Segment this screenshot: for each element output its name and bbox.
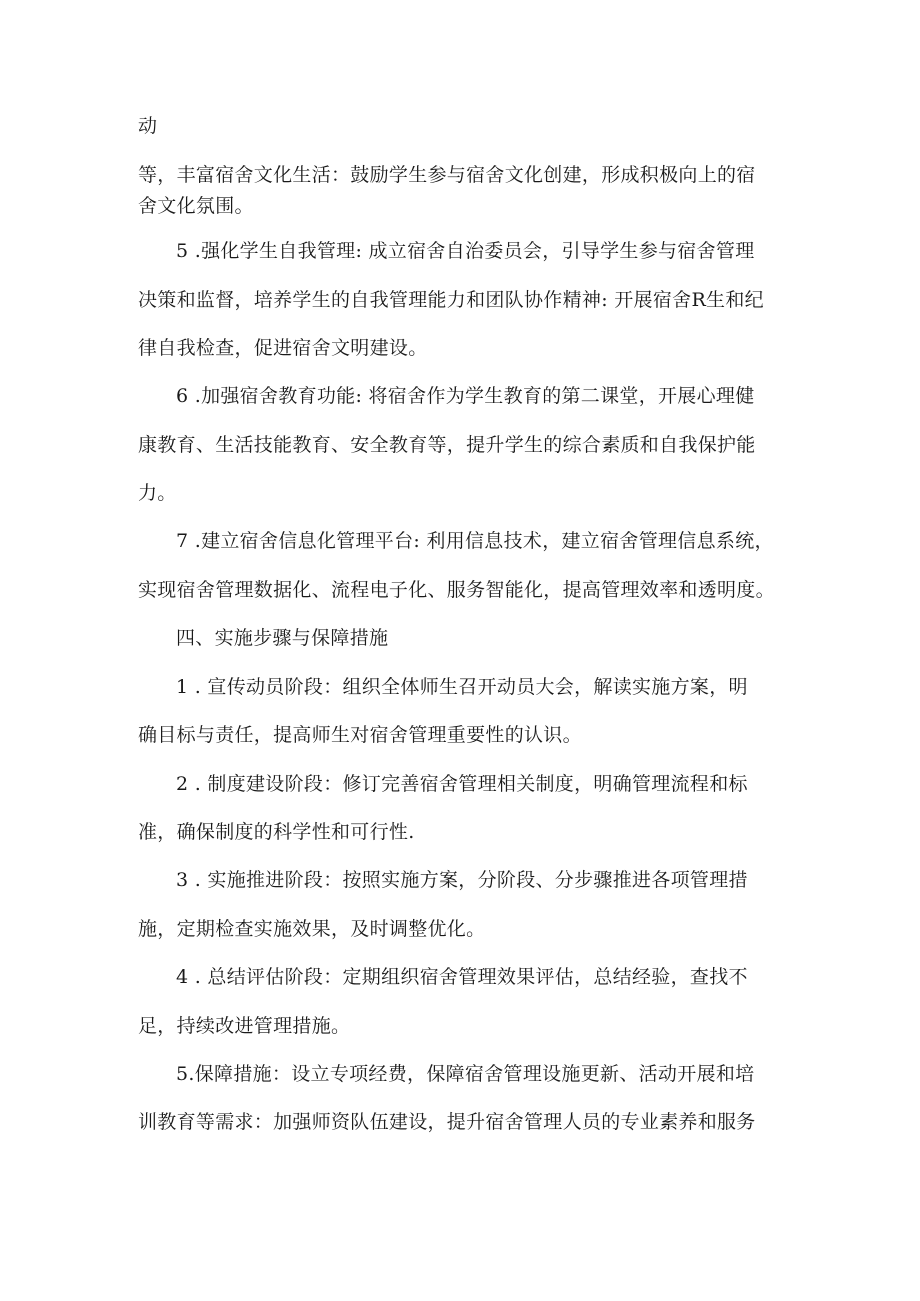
text-line: 动 xyxy=(138,115,158,137)
text-line: 施，定期检查实施效果，及时调整优化。 xyxy=(138,918,486,940)
text-line: 训教育等需求：加强师资队伍建设，提升宿舍管理人员的专业素养和服务 xyxy=(138,1111,756,1133)
text-line: 6 .加强宿舍教育功能: 将宿舍作为学生教育的第二课堂，开展心理健 xyxy=(176,385,755,407)
text-line: 律自我检查，促进宿舍文明建设。 xyxy=(138,337,428,359)
text-line: 确目标与责任，提高师生对宿舍管理重要性的认识。 xyxy=(138,724,582,746)
text-line: 力。 xyxy=(138,482,177,504)
text-line: 4 . 总结评估阶段：定期组织宿舍管理效果评估，总结经验，查找不 xyxy=(176,966,748,988)
text-line: 康教育、生活技能教育、安全教育等，提升学生的综合素质和自我保护能 xyxy=(138,434,756,456)
text-line: 2 . 制度建设阶段：修订完善宿舍管理相关制度，明确管理流程和标 xyxy=(176,773,748,795)
text-line: 3 . 实施推进阶段：按照实施方案，分阶段、分步骤推进各项管理措 xyxy=(176,869,748,891)
text-line: 决策和监督，培养学生的自我管理能力和团队协作精神: 开展宿舍R生和纪 xyxy=(138,289,764,311)
text-line: 足，持续改进管理措施。 xyxy=(138,1015,351,1037)
text-line: 等，丰富宿舍文化生活：鼓励学生参与宿舍文化创建，形成积极向上的宿 xyxy=(138,164,756,186)
text-line: 7 .建立宿舍信息化管理平台: 利用信息技术，建立宿舍管理信息系统， xyxy=(176,530,774,552)
section-heading: 四、实施步骤与保障措施 xyxy=(176,627,389,649)
text-line: 5 .强化学生自我管理: 成立宿舍自治委员会，引导学生参与宿舍管理 xyxy=(176,240,755,262)
text-line: 舍文化氛围。 xyxy=(138,195,254,217)
text-line: 5.保障措施：设立专项经费，保障宿舍管理设施更新、活动开展和培 xyxy=(176,1063,755,1085)
text-line: 1 . 宣传动员阶段：组织全体师生召开动员大会，解读实施方案，明 xyxy=(176,676,748,698)
text-line: 实现宿舍管理数据化、流程电子化、服务智能化，提高管理效率和透明度。 xyxy=(138,579,775,601)
text-line: 准，确保制度的科学性和可行性. xyxy=(138,821,415,843)
